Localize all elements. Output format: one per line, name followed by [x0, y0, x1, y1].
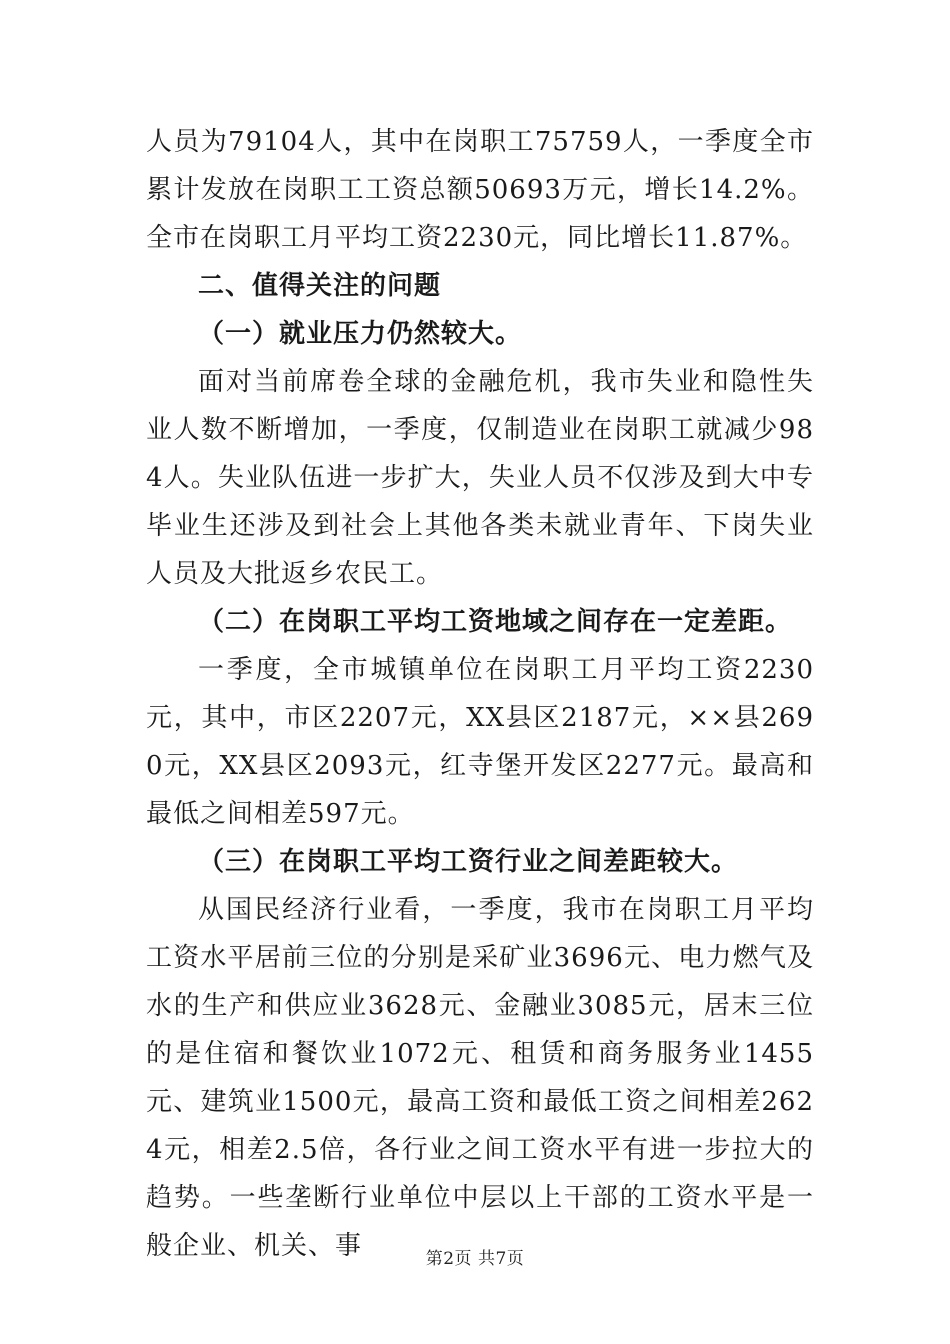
page-number-footer: 第2页 共7页 [425, 1249, 525, 1269]
subheading-employment-pressure: （一）就业压力仍然较大。 [198, 319, 523, 349]
paragraph-employment-pressure: 面对当前席卷全球的金融危机，我市失业和隐性失业人数不断增加，一季度，仅制造业在岗职工就减少984人。失业队伍进一步扩大，失业人员不仅涉及到大中专毕业生还涉及到社会上其他各类未就业青年、下岗失业人员及大批返乡农民工。 [146, 367, 814, 589]
subheading-regional-wage-gap: （二）在岗职工平均工资地域之间存在一定差距。 [198, 607, 793, 637]
paragraph-industry-wage-gap: 从国民经济行业看，一季度，我市在岗职工月平均工资水平居前三位的分别是采矿业3696元、电力燃气及水的生产和供应业3628元、金融业3085元，居末三位的是住宿和餐饮业1072元、租赁和商务服务业1455元、建筑业1500元，最高工资和最低工资之间相差2624元，相差2.5倍，各行业之间工资水平有进一步拉大的趋势。一些垄断行业单位中层以上干部的工资水平是一般企业、机关、事 [146, 895, 814, 1261]
paragraph-employment-summary: 人员为79104人，其中在岗职工75759人，一季度全市累计发放在岗职工工资总额50693万元，增长14.2%。全市在岗职工月平均工资2230元，同比增长11.87%。 [146, 127, 814, 253]
section-heading-issues: 二、值得关注的问题 [198, 271, 442, 301]
subheading-industry-wage-gap: （三）在岗职工平均工资行业之间差距较大。 [198, 847, 739, 877]
document-body [146, 118, 814, 1270]
paragraph-regional-wage-gap: 一季度，全市城镇单位在岗职工月平均工资2230元，其中，市区2207元，XX县区2187元，××县2690元，XX县区2093元，红寺堡开发区2277元。最高和最低之间相差597元。 [146, 655, 814, 829]
